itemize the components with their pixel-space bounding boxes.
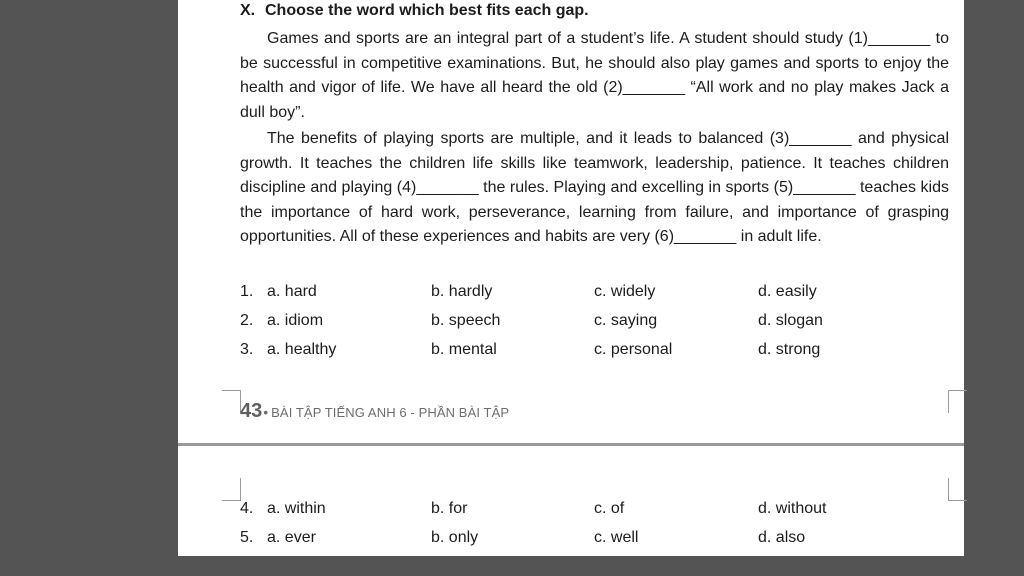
question-number: 4. [240,500,254,517]
option-c: c. of [594,500,625,517]
question-number: 3. [240,341,254,358]
option-d: d. without [758,500,827,517]
option-d: d. easily [758,283,817,300]
option-b: b. hardly [431,283,493,300]
option-c: c. saying [594,312,658,329]
exercise-label: X. [240,2,256,19]
option-b: b. for [431,500,468,517]
option-d: d. slogan [758,312,823,329]
question-row-2 [240,309,950,333]
passage-paragraph-1: Games and sports are an integral part of a student’s life. A student should study (1)_______ to be successful in competitive examinations. But, he should also play games and sports to enjoy the health and vigor of life. We have all heard the old (2)_______ “All work and no play makes Jack a dull boy”. [240,30,949,121]
crop-mark [222,390,241,413]
question-row-1 [240,280,950,304]
option-d: d. strong [758,341,821,358]
option-c: c. personal [594,341,673,358]
crop-mark [948,478,967,501]
exercise-instruction: Choose the word which best fits each gap. [265,2,589,19]
question-row-4 [240,497,950,521]
option-c: c. widely [594,283,656,300]
question-row-5 [240,526,950,550]
option-b: b. mental [431,341,497,358]
page-number: 43 [240,400,263,422]
footer-bullet: • [263,404,269,420]
option-a: a. hard [267,283,317,300]
option-d: d. also [758,529,806,546]
question-row-3 [240,338,950,362]
page-43 [178,0,964,443]
option-b: b. only [431,529,479,546]
page-44 [178,446,964,556]
book-title: BÀI TẬP TIẾNG ANH 6 - PHẦN BÀI TẬP [271,405,510,420]
page-footer [240,400,509,423]
option-c: c. well [594,529,639,546]
crop-mark [948,390,967,413]
option-a: a. ever [267,529,316,546]
question-number: 2. [240,312,254,329]
option-a: a. idiom [267,312,324,329]
option-b: b. speech [431,312,501,329]
option-a: a. healthy [267,341,337,358]
crop-mark [222,478,241,501]
passage-paragraph-2: The benefits of playing sports are multiple, and it leads to balanced (3)_______ and physical growth. It teaches the children life skills like teamwork, leadership, patience. It teaches children discipline and playing (4)_______ the rules. Playing and excelling in sports (5)_______ teaches kids the importance of hard work, perseverance, learning from failure, and importance of grasping opportunities. All of these experiences and habits are very (6)_______ in adult life. [240,130,949,246]
question-number: 1. [240,283,254,300]
option-a: a. within [267,500,326,517]
exercise-heading [240,0,589,22]
question-number: 5. [240,529,254,546]
